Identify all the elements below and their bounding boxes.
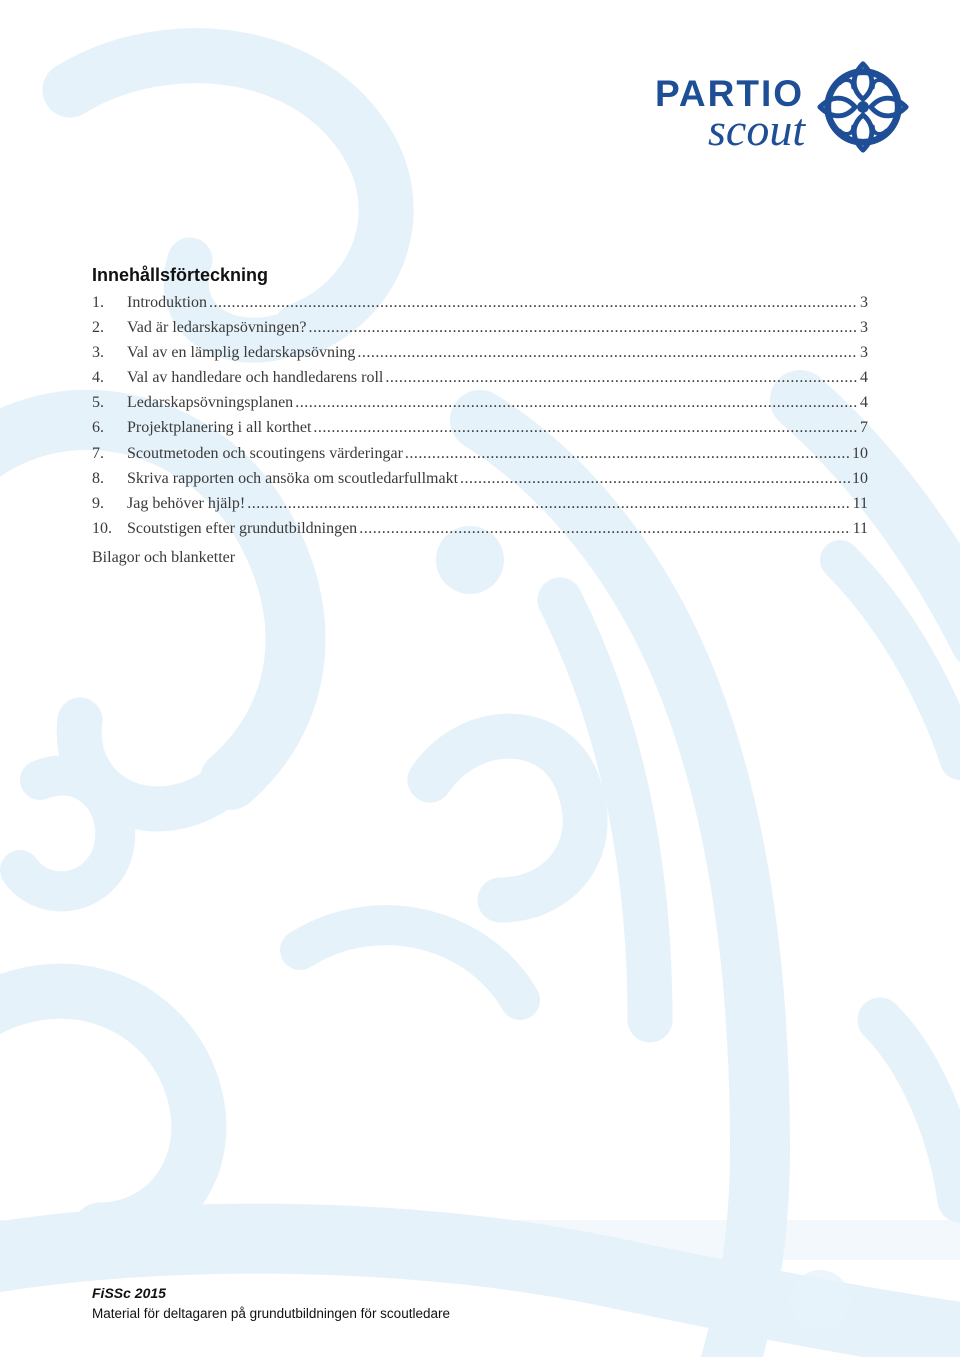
toc-entry-number: 4. bbox=[92, 369, 104, 387]
toc-entry-page: 11 bbox=[852, 494, 868, 512]
lily-emblem-icon bbox=[814, 55, 912, 159]
logo-word-partio: PARTIO bbox=[655, 73, 805, 114]
toc-entry-number: 9. bbox=[92, 494, 104, 512]
toc-entry-number: 1. bbox=[92, 294, 104, 311]
toc-entry[interactable] bbox=[92, 394, 868, 419]
toc-entry-title: Scoutmetoden och scoutingens värderingar bbox=[127, 444, 403, 462]
toc-entry-page: 10 bbox=[852, 469, 868, 487]
toc-entry[interactable] bbox=[92, 520, 868, 545]
toc-entry[interactable] bbox=[92, 294, 868, 319]
toc-entry[interactable] bbox=[92, 369, 868, 394]
toc-entry-page: 7 bbox=[860, 419, 868, 437]
page-footer bbox=[92, 1284, 450, 1324]
toc-leader-dots bbox=[405, 445, 850, 463]
toc-entry-number: 8. bbox=[92, 469, 104, 487]
toc-entry-title: Ledarskapsövningsplanen bbox=[127, 394, 294, 412]
toc-entry-number: 5. bbox=[92, 394, 104, 412]
toc-entry-page: 3 bbox=[860, 294, 868, 311]
toc-entry-number: 3. bbox=[92, 344, 104, 362]
toc-entry-number: 2. bbox=[92, 319, 104, 337]
toc-entry-page: 10 bbox=[852, 444, 868, 462]
toc-entry-page: 3 bbox=[860, 319, 868, 337]
toc-entry-page: 4 bbox=[860, 394, 868, 412]
toc-heading: Innehållsförteckning bbox=[92, 265, 269, 285]
footer-description: Material för deltagaren på grundutbildningen för scoutledare bbox=[92, 1306, 450, 1321]
toc-leader-dots bbox=[247, 495, 850, 513]
toc-leader-dots bbox=[460, 470, 850, 488]
toc-entry[interactable] bbox=[92, 495, 868, 520]
toc-leader-dots bbox=[357, 344, 858, 362]
footer-organization: FiSSc 2015 bbox=[92, 1285, 166, 1301]
table-of-contents bbox=[92, 262, 868, 570]
toc-leader-dots bbox=[309, 319, 859, 337]
toc-entry-title: Scoutstigen efter grundutbildningen bbox=[127, 519, 358, 537]
toc-entry-title: Projektplanering i all korthet bbox=[127, 419, 312, 437]
toc-entry-title: Vad är ledarskapsövningen? bbox=[127, 319, 307, 337]
toc-entry[interactable] bbox=[92, 445, 868, 470]
toc-leader-dots bbox=[385, 369, 858, 387]
toc-entry-number: 10. bbox=[92, 519, 112, 537]
toc-entry-page: 3 bbox=[860, 344, 868, 362]
toc-entry-page: 4 bbox=[860, 369, 868, 387]
partio-scout-logo bbox=[652, 55, 912, 159]
toc-trailing-entry[interactable]: Bilagor och blanketter bbox=[92, 548, 236, 566]
toc-entry[interactable] bbox=[92, 344, 868, 369]
toc-entry-title: Introduktion bbox=[127, 294, 207, 311]
toc-entry-title: Skriva rapporten och ansöka om scoutledarfullmakt bbox=[127, 469, 459, 487]
toc-leader-dots bbox=[359, 520, 850, 538]
toc-leader-dots bbox=[209, 294, 858, 312]
toc-entry[interactable] bbox=[92, 319, 868, 344]
toc-leader-dots bbox=[313, 419, 858, 437]
toc-entry-number: 6. bbox=[92, 419, 104, 437]
logo-word-scout: scout bbox=[708, 104, 806, 155]
toc-entry-title: Val av handledare och handledarens roll bbox=[127, 369, 384, 387]
toc-entry-title: Jag behöver hjälp! bbox=[127, 494, 246, 512]
toc-entry-title: Val av en lämplig ledarskapsövning bbox=[127, 344, 356, 362]
toc-entry[interactable] bbox=[92, 470, 868, 495]
toc-entry-page: 11 bbox=[852, 519, 868, 537]
toc-leader-dots bbox=[295, 394, 858, 412]
toc-entry[interactable] bbox=[92, 419, 868, 444]
toc-entry-number: 7. bbox=[92, 444, 104, 462]
